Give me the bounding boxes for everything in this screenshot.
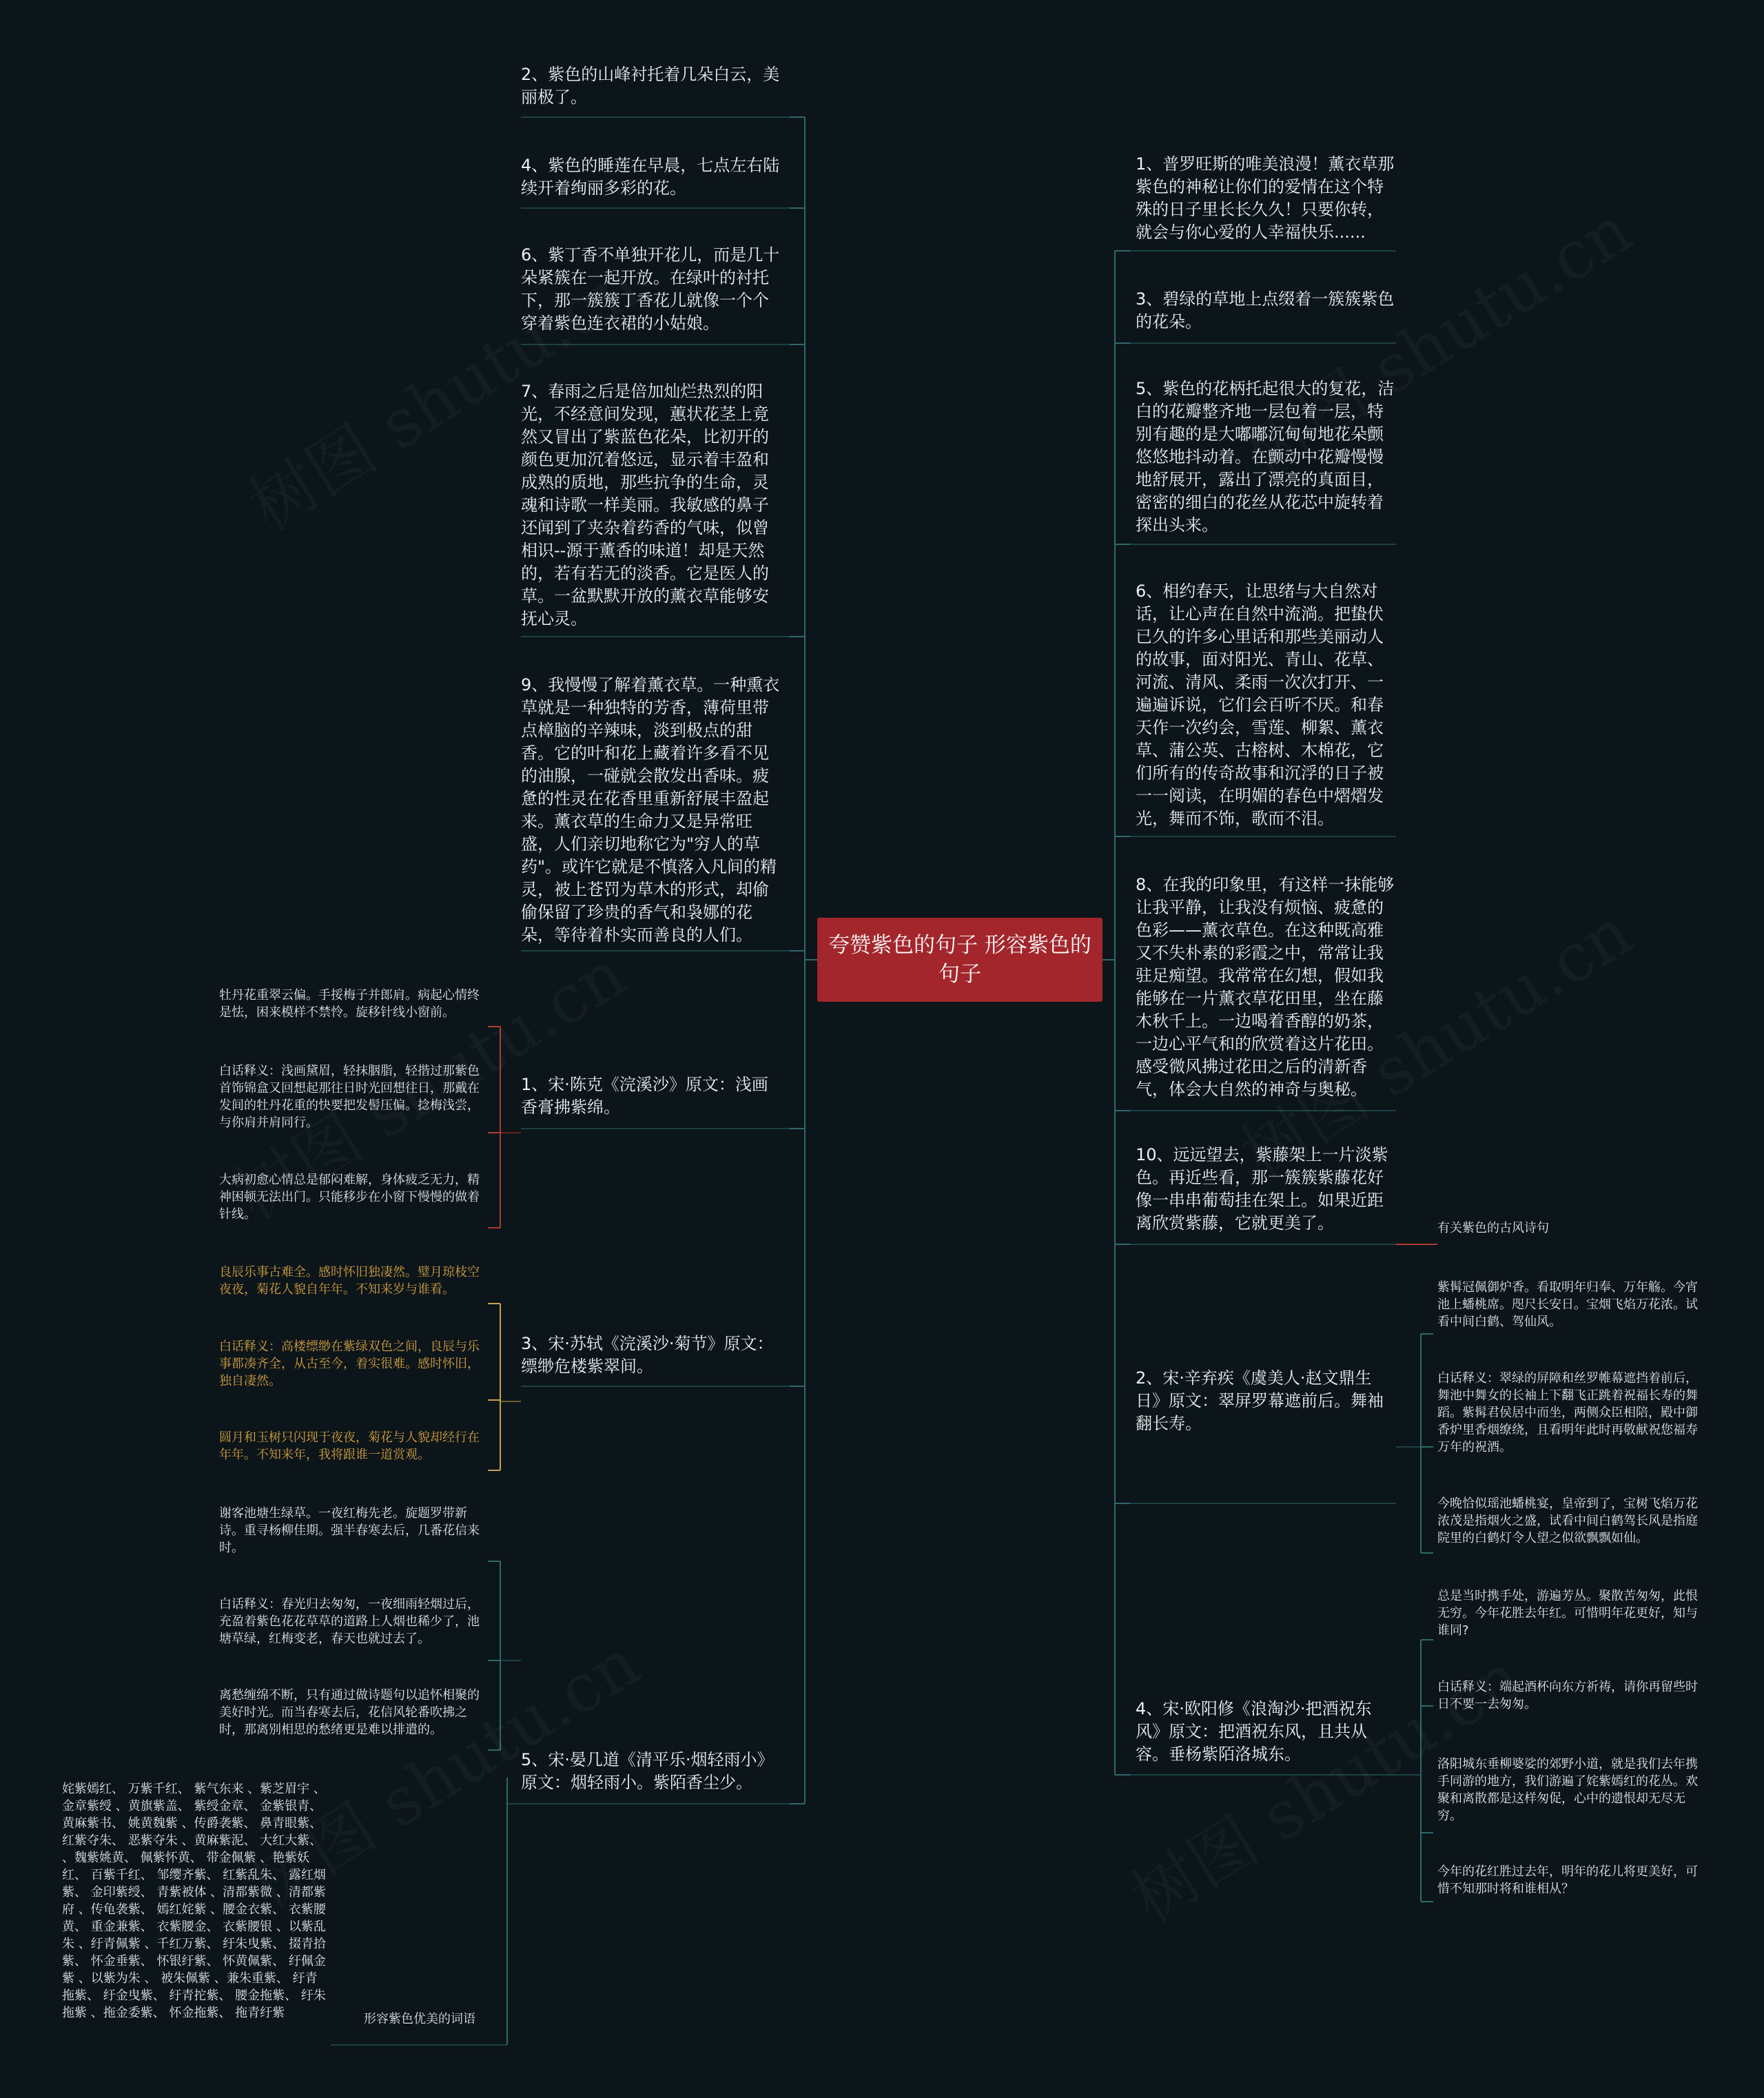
left-topic-9[interactable]: 9、我慢慢了解着薰衣草。一种熏衣草就是一种独特的芳香，薄荷里带点樟脑的辛辣味，淡到极点的甜香。它的叶和花上藏着许多看不见的油腺，一碰就会散发出香味。疲惫的性灵在花香里重新舒展丰盈起来。薰衣草的生命力又是异常旺盛，人们亲切地称它为"穷人的草药"。或许它就是不慎落入凡间的精灵，被上苍罚为草木的形式，却偷偷保留了珍贵的香气和袅娜的花朵，等待着朴实而善良的人们。 (521, 675, 780, 945)
right-topic-5[interactable]: 5、紫色的花柄托起很大的复花，洁白的花瓣整齐地一层包着一层，特别有趣的是大嘟嘟沉甸甸地花朵颤悠悠地抖动着。在颤动中花瓣慢慢地舒展开，露出了漂亮的真面目，密密的细白的花丝从花芯中旋转着探出头来。 (1136, 379, 1395, 535)
yanjidao-original[interactable]: 谢客池塘生绿草。一夜红梅先老。旋题罗带新诗。重寻杨柳佳期。强半春寒去后，几番花信来时。 (219, 1506, 480, 1555)
sushi-original[interactable]: 良辰乐事古难全。感时怀旧独凄然。璧月琼枝空夜夜，菊花人貌自年年。不知来岁与谁看。 (219, 1265, 480, 1297)
left-topic-6[interactable]: 6、紫丁香不单独开花儿，而是几十朵紧簇在一起开放。在绿叶的衬托下，那一簇簇丁香花儿就像一个个穿着紫色连衣裙的小姑娘。 (521, 245, 780, 333)
right-topic-8[interactable]: 8、在我的印象里，有这样一抹能够让我平静，让我没有烦恼、疲惫的色彩——薰衣草色。在这种既高雅又不失朴素的彩霞之中，常常让我驻足痴望。我常常在幻想，假如我能够在一片薰衣草花田里，坐在藤木秋千上。一边喝着香醇的奶茶，一边心平气和的欣赏着这片花田。感受微风拂过花田之后的清新香气，体会大自然的神奇与奥秘。 (1136, 875, 1395, 1099)
chenke-original[interactable]: 牡丹花重翠云偏。手挼梅子并郎肩。病起心情终是怯，困来模样不禁怜。旋移针线小窗前。 (219, 988, 480, 1020)
ouyangxiu-explain-1[interactable]: 白话释义：端起酒杯向东方祈祷，请你再留些时日不要一去匆匆。 (1437, 1680, 1698, 1711)
xinqiji-original[interactable]: 紫髯冠佩御炉香。看取明年归奉、万年觞。今宵池上蟠桃席。咫尺长安日。宝烟飞焰万花浓。试看中间白鹤、驾仙风。 (1437, 1280, 1698, 1329)
xinqiji-explain-2[interactable]: 今晚恰似瑶池蟠桃宴，皇帝到了，宝树飞焰万花浓茂是指烟火之盛，试看中间白鹤驾长风是指庭院里的白鹤灯令人望之似欲飘飘如仙。 (1437, 1497, 1698, 1545)
ouyangxiu-explain-2[interactable]: 洛阳城东垂柳婆娑的郊野小道，就是我们去年携手同游的地方，我们游遍了姹紫嫣红的花丛。欢聚和离散都是这样匆促，心中的遗恨却无尽无穷。 (1437, 1757, 1698, 1823)
left-topic-7[interactable]: 7、春雨之后是倍加灿烂热烈的阳光，不经意间发现，蕙状花茎上竟然又冒出了紫蓝色花朵，比初开的颜色更加沉着悠远，显示着丰盈和成熟的质地，那些抗争的生命，灵魂和诗歌一样美丽。我敏感的鼻子还闻到了夹杂着药香的气味，似曾相识--源于薰香的味道！却是天然的，若有若无的淡香。它是医人的草。一盆默默开放的薰衣草能够安抚心灵。 (521, 382, 769, 628)
sushi-explain-1[interactable]: 白话释义：高楼缥缈在紫绿双色之间，良辰与乐事都凑齐全，从古至今，着实很难。感时怀旧，独自凄然。 (219, 1339, 480, 1388)
center-topic[interactable]: 夸赞紫色的句子 形容紫色的句子 (817, 918, 1102, 1002)
left-topic-song-yanjidao[interactable]: 5、宋·晏几道《清平乐·烟轻雨小》原文：烟轻雨小。紫陌香尘少。 (521, 1750, 774, 1792)
left-topic-4[interactable]: 4、紫色的睡莲在早晨，七点左右陆续开着绚丽多彩的花。 (521, 156, 780, 198)
right-topic-3[interactable]: 3、碧绿的草地上点缀着一簇簇紫色的花朵。 (1136, 289, 1395, 331)
ouyangxiu-explain-3[interactable]: 今年的花红胜过去年，明年的花儿将更美好，可惜不知那时将和谁相从？ (1437, 1864, 1698, 1896)
left-topic-words[interactable]: 形容紫色优美的词语 (364, 2012, 475, 2026)
right-topic-6[interactable]: 6、相约春天，让思绪与大自然对话，让心声在自然中流淌。把蛰伏已久的许多心里话和那些美丽动人的故事，面对阳光、青山、花草、河流、清风、柔雨一次次打开、一遍遍诉说，它们会百听不厌。和春天作一次约会，雪莲、柳絮、薰衣草、蒲公英、古榕树、木棉花，它们所有的传奇故事和沉浮的日子被一一阅读，在明媚的春色中熠熠发光，舞而不饰，歌而不泪。 (1136, 582, 1384, 828)
right-topic-10[interactable]: 10、远远望去，紫藤架上一片淡紫色。再近些看，那一簇簇紫藤花好像一串串葡萄挂在架上。如果近距离欣赏紫藤，它就更美了。 (1136, 1145, 1388, 1233)
left-topic-song-chenke[interactable]: 1、宋·陈克《浣溪沙》原文：浅画香膏拂紫绵。 (521, 1075, 768, 1117)
right-topic-song-ouyangxiu[interactable]: 4、宋·欧阳修《浪淘沙·把酒祝东风》原文：把酒祝东风，且共从容。垂杨紫陌洛城东。 (1136, 1699, 1372, 1764)
right-topic-poems[interactable]: 有关紫色的古风诗句 (1437, 1221, 1549, 1235)
purple-words-list[interactable]: 姹紫嫣红、 万紫千红、 紫气东来 、紫芝眉宇 、金章紫绶 、黄旗紫盖、 紫绶金章、 金紫银青、 黄麻紫书、 姚黄魏紫 、传爵袭紫、 鼻青眼紫、 红紫夺朱、 恶紫夺朱 、黄麻紫泥、 大红大紫、 、魏紫姚黄、 佩紫怀黄、 带金佩紫 、艳紫妖红、 百紫千红、 邹缨齐紫、 红紫乱朱、 露红烟紫、 金印紫绶、 青紫被体 、清都紫微 、清都紫府 、传龟袭紫、 嫣红姹紫 、腰金衣紫、 衣紫腰黄、 重金兼紫、 衣紫腰金、 衣紫腰银 、以紫乱朱 、纡青佩紫 、千红万紫、 纡朱曳紫、 掇青拾紫、 怀金垂紫、 怀银纡紫、 怀黄佩紫、 纡佩金紫 、以紫为朱 、 被朱佩紫 、兼朱重紫、 纡青拖紫、 纡金曳紫、 纡青拕紫、 腰金拖紫、 纡朱拖紫 、拖金委紫、 怀金拖紫、 拖青纡紫 (62, 1782, 326, 2020)
chenke-explain-1[interactable]: 白话释义：浅画黛眉，轻抹胭脂，轻揩过那紫色首饰锦盒又回想起那往日时光回想往日，那戴在发间的牡丹花重的快要把发髻压偏。捻梅浅尝，与你肩并肩同行。 (219, 1064, 480, 1130)
chenke-explain-2[interactable]: 大病初愈心情总是郁闷难解，身体疲乏无力，精神困顿无法出门。只能移步在小窗下慢慢的做着针线。 (219, 1173, 480, 1222)
right-topic-1[interactable]: 1、普罗旺斯的唯美浪漫！薰衣草那紫色的神秘让你们的爱情在这个特殊的日子里长长久久！只要你转，就会与你心爱的人幸福快乐...... (1136, 154, 1395, 242)
left-topic-2[interactable]: 2、紫色的山峰衬托着几朵白云，美丽极了。 (521, 65, 780, 107)
ouyangxiu-original[interactable]: 总是当时携手处，游遍芳丛。聚散苦匆匆，此恨无穷。今年花胜去年红。可惜明年花更好，知与谁同? (1437, 1589, 1698, 1638)
left-topic-song-sushi[interactable]: 3、宋·苏轼《浣溪沙·菊节》原文：缥缈危楼紫翠间。 (521, 1334, 774, 1376)
xinqiji-explain-1[interactable]: 白话释义：翠绿的屏障和丝罗帷幕遮挡着前后，舞池中舞女的长袖上下翻飞正跳着祝福长寿的舞蹈。紫髯君侯居中而坐，两侧众臣相陪，殿中御香炉里香烟缭绕，且看明年此时再敬献祝您福寿万年的祝酒。 (1437, 1371, 1698, 1454)
yanjidao-explain-1[interactable]: 白话释义：春光归去匆匆，一夜细雨轻烟过后，充盈着紫色花花草草的道路上人烟也稀少了，池塘草绿，红梅变老，春天也就过去了。 (219, 1597, 480, 1646)
sushi-explain-2[interactable]: 圆月和玉树只闪现于夜夜，菊花与人貌却经行在年年。不知来年，我将跟谁一道赏观。 (219, 1430, 480, 1462)
yanjidao-explain-2[interactable]: 离愁缠绵不断，只有通过做诗题句以追怀相聚的美好时光。而当春寒去后，花信风轮番吹拂之时，那离别相思的愁绪更是难以排遣的。 (219, 1688, 480, 1737)
right-topic-song-xinqiji[interactable]: 2、宋·辛弃疾《虞美人·赵文鼎生日》原文：翠屏罗幕遮前后。舞袖翻长寿。 (1136, 1368, 1384, 1433)
